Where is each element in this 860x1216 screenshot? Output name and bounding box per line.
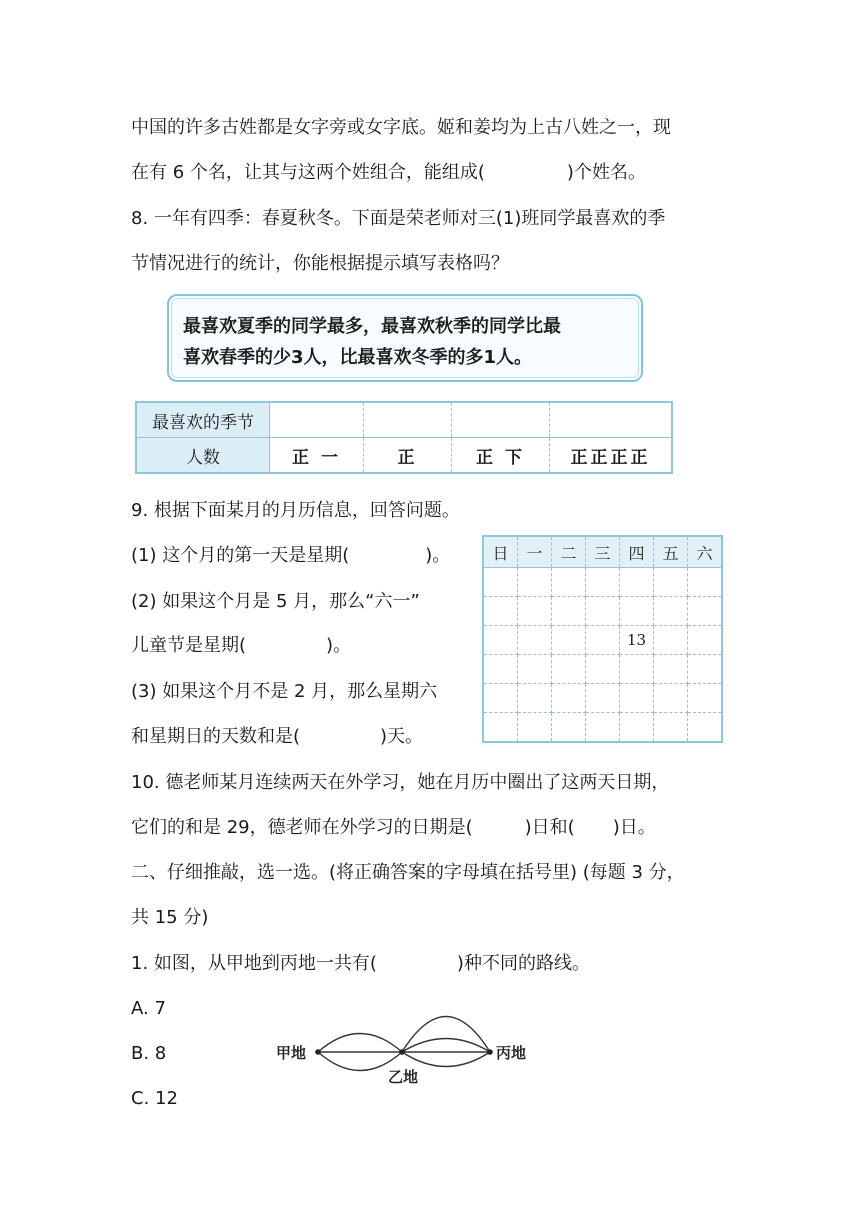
calendar-date-13: 13	[620, 626, 654, 655]
calendar-cell	[552, 684, 586, 713]
season-cell-3[interactable]	[452, 402, 550, 438]
calendar-cell	[483, 568, 518, 597]
calendar-cell	[518, 568, 552, 597]
calendar-cell	[586, 597, 620, 626]
calendar-cell	[552, 597, 586, 626]
weekday-header: 一	[518, 536, 552, 568]
option-a[interactable]: A. 7	[131, 998, 166, 1019]
calendar-cell	[620, 597, 654, 626]
route-path	[318, 1034, 402, 1053]
hint-line1: 最喜欢夏季的同学最多，最喜欢秋季的同学比最	[183, 316, 561, 337]
calendar-cell	[518, 597, 552, 626]
calendar-cell	[620, 568, 654, 597]
calendar-cell	[586, 626, 620, 655]
route-path	[402, 1052, 490, 1067]
calendar-cell	[654, 684, 688, 713]
calendar-cell	[586, 713, 620, 743]
q7-line1: 中国的许多古姓都是女字旁或女字底。姬和姜均为上古八姓之一，现	[131, 117, 671, 138]
calendar-cell	[518, 684, 552, 713]
season-cell-2[interactable]	[364, 402, 452, 438]
section2-line2: 共 15 分)	[131, 907, 209, 928]
calendar-cell	[552, 626, 586, 655]
q8-line1: 8. 一年有四季：春夏秋冬。下面是荣老师对三(1)班同学最喜欢的季	[131, 208, 666, 229]
calendar-cell	[620, 684, 654, 713]
route-path	[402, 1017, 490, 1053]
calendar-cell	[586, 684, 620, 713]
weekday-header: 三	[586, 536, 620, 568]
q7-line2: 在有 6 个名，让其与这两个姓组合，能组成( )个姓名。	[131, 162, 646, 183]
calendar-cell	[518, 626, 552, 655]
weekday-header: 二	[552, 536, 586, 568]
q10-line1: 10. 德老师某月连续两天在外学习，她在月历中圈出了这两天日期，	[131, 772, 670, 793]
middle-point	[399, 1049, 405, 1055]
end-point	[487, 1049, 493, 1055]
calendar-cell	[620, 655, 654, 684]
end-label: 丙地	[496, 1044, 527, 1062]
calendar-cell	[518, 655, 552, 684]
season-cell-1[interactable]	[270, 402, 364, 438]
calendar-cell	[688, 568, 723, 597]
q9-part2-line2: 儿童节是星期( )。	[131, 635, 352, 656]
calendar-cell	[483, 684, 518, 713]
calendar-cell	[518, 713, 552, 743]
calendar-cell	[586, 568, 620, 597]
q9-part1: (1) 这个月的第一天是星期( )。	[131, 545, 451, 566]
q9-part3-line1: (3) 如果这个月不是 2 月，那么星期六	[131, 681, 438, 702]
season-table	[135, 401, 673, 474]
calendar-cell	[552, 655, 586, 684]
weekday-header: 四	[620, 536, 654, 568]
hint-box	[167, 294, 643, 382]
tally-cell: 正	[364, 438, 452, 474]
calendar-cell	[586, 655, 620, 684]
calendar-cell	[620, 713, 654, 743]
calendar-cell	[483, 626, 518, 655]
option-c[interactable]: C. 12	[131, 1088, 178, 1109]
season-header: 最喜欢的季节	[136, 402, 270, 438]
calendar-cell	[688, 655, 723, 684]
q8-line2: 节情况进行的统计，你能根据提示填写表格吗？	[131, 253, 509, 274]
q10-line2: 它们的和是 29，德老师在外学习的日期是( )日和( )日。	[131, 817, 656, 838]
calendar-cell	[483, 713, 518, 743]
calendar-cell	[688, 684, 723, 713]
calendar-cell	[552, 568, 586, 597]
calendar-cell	[688, 626, 723, 655]
calendar-cell	[654, 597, 688, 626]
q9-part3-line2: 和星期日的天数和是( )天。	[131, 726, 424, 747]
weekday-header: 日	[483, 536, 518, 568]
mc1-question: 1. 如图，从甲地到丙地一共有( )种不同的路线。	[131, 953, 590, 974]
route-diagram	[270, 1005, 550, 1095]
start-label: 甲地	[276, 1044, 307, 1062]
tally-cell: 正 一	[270, 438, 364, 474]
q9-part2-line1: (2) 如果这个月是 5 月，那么“六一”	[131, 591, 420, 612]
weekday-header: 五	[654, 536, 688, 568]
start-point	[315, 1049, 321, 1055]
calendar-cell	[688, 713, 723, 743]
calendar-cell	[654, 713, 688, 743]
q9-title: 9. 根据下面某月的月历信息，回答问题。	[131, 500, 460, 521]
section2-line1: 二、仔细推敲，选一选。(将正确答案的字母填在括号里) (每题 3 分，	[131, 862, 685, 883]
calendar-cell	[483, 655, 518, 684]
weekday-header: 六	[688, 536, 723, 568]
calendar-cell	[654, 626, 688, 655]
calendar-cell	[654, 568, 688, 597]
count-header: 人数	[136, 438, 270, 474]
tally-cell: 正 下	[452, 438, 550, 474]
tally-cell: 正正正正	[550, 438, 673, 474]
month-calendar	[482, 535, 723, 743]
route-path	[402, 1039, 490, 1053]
season-cell-4[interactable]	[550, 402, 673, 438]
calendar-cell	[688, 597, 723, 626]
hint-line2: 喜欢春季的少3人，比最喜欢冬季的多1人。	[183, 347, 533, 368]
calendar-cell	[654, 655, 688, 684]
calendar-cell	[552, 713, 586, 743]
middle-label: 乙地	[388, 1068, 419, 1086]
calendar-cell	[483, 597, 518, 626]
option-b[interactable]: B. 8	[131, 1043, 167, 1064]
